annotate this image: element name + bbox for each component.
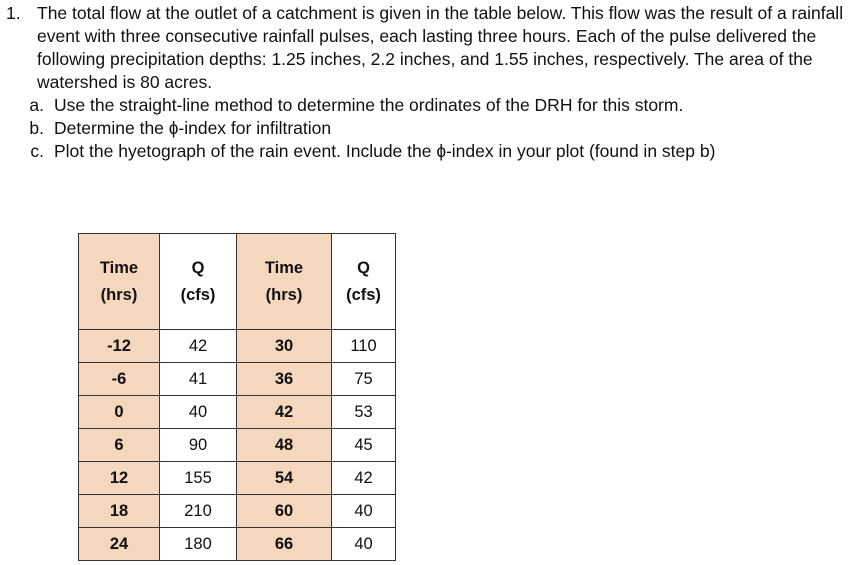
time-cell: 60 xyxy=(237,495,332,528)
problem-statement xyxy=(6,2,846,163)
part-c xyxy=(6,140,846,163)
problem-number: 1. xyxy=(6,3,21,23)
time-cell: 54 xyxy=(237,462,332,495)
flow-cell: 110 xyxy=(332,330,396,363)
header-time-1 xyxy=(79,234,160,330)
table-row xyxy=(79,462,396,495)
time-cell: 12 xyxy=(79,462,160,495)
table-row xyxy=(79,363,396,396)
problem-text: The total flow at the outlet of a catchment is given in the table below. This flow was the result of a rainfall event with three consecutive rainfall pulses, each lasting three hours. Each of the pulse delivered the following precipitation depths: 1.25 inches, 2.2 inches, and 1.55 inches, respectively. The area of the watershed is 80 acres. xyxy=(37,3,844,92)
part-text: Determine the ɸ-index for infiltration xyxy=(54,118,332,138)
header-unit: (hrs) xyxy=(265,285,303,304)
flow-cell: 155 xyxy=(160,462,237,495)
time-cell: 66 xyxy=(237,528,332,561)
part-text: Plot the hyetograph of the rain event. Include the ɸ-index in your plot (found in step b) xyxy=(54,141,716,161)
flow-cell: 53 xyxy=(332,396,396,429)
flow-cell: 40 xyxy=(332,495,396,528)
part-letter: c. xyxy=(30,141,44,161)
header-q-1 xyxy=(160,234,237,330)
time-cell: 36 xyxy=(237,363,332,396)
flow-cell: 42 xyxy=(332,462,396,495)
time-cell: 6 xyxy=(79,429,160,462)
table-body xyxy=(79,330,396,561)
flow-cell: 210 xyxy=(160,495,237,528)
part-a xyxy=(6,94,846,117)
part-text: Use the straight-line method to determine the ordinates of the DRH for this storm. xyxy=(54,95,684,115)
header-time-2 xyxy=(237,234,332,330)
header-line: Q xyxy=(357,258,370,277)
flow-cell: 180 xyxy=(160,528,237,561)
table-row xyxy=(79,495,396,528)
header-line: Q xyxy=(191,258,205,277)
time-cell: -12 xyxy=(79,330,160,363)
part-letter: a. xyxy=(29,95,44,115)
header-q-2 xyxy=(332,234,396,330)
table-row xyxy=(79,429,396,462)
table-row xyxy=(79,330,396,363)
part-letter: b. xyxy=(29,118,44,138)
flow-cell: 40 xyxy=(160,396,237,429)
flow-cell: 90 xyxy=(160,429,237,462)
flow-cell: 75 xyxy=(332,363,396,396)
time-cell: -6 xyxy=(79,363,160,396)
problem-main xyxy=(6,2,846,94)
flow-cell: 41 xyxy=(160,363,237,396)
time-cell: 48 xyxy=(237,429,332,462)
flow-cell: 42 xyxy=(160,330,237,363)
header-line: Time xyxy=(264,258,304,277)
time-cell: 30 xyxy=(237,330,332,363)
header-unit: (cfs) xyxy=(346,285,381,304)
table-row xyxy=(79,396,396,429)
header-unit: (cfs) xyxy=(180,285,216,304)
time-cell: 42 xyxy=(237,396,332,429)
time-cell: 0 xyxy=(79,396,160,429)
flow-table xyxy=(78,233,396,561)
table-row xyxy=(79,528,396,561)
time-cell: 18 xyxy=(79,495,160,528)
flow-cell: 40 xyxy=(332,528,396,561)
table-header-row xyxy=(79,234,396,330)
part-b xyxy=(6,117,846,140)
header-unit: (hrs) xyxy=(100,285,138,304)
time-cell: 24 xyxy=(79,528,160,561)
header-line: Time xyxy=(99,258,139,277)
flow-cell: 45 xyxy=(332,429,396,462)
